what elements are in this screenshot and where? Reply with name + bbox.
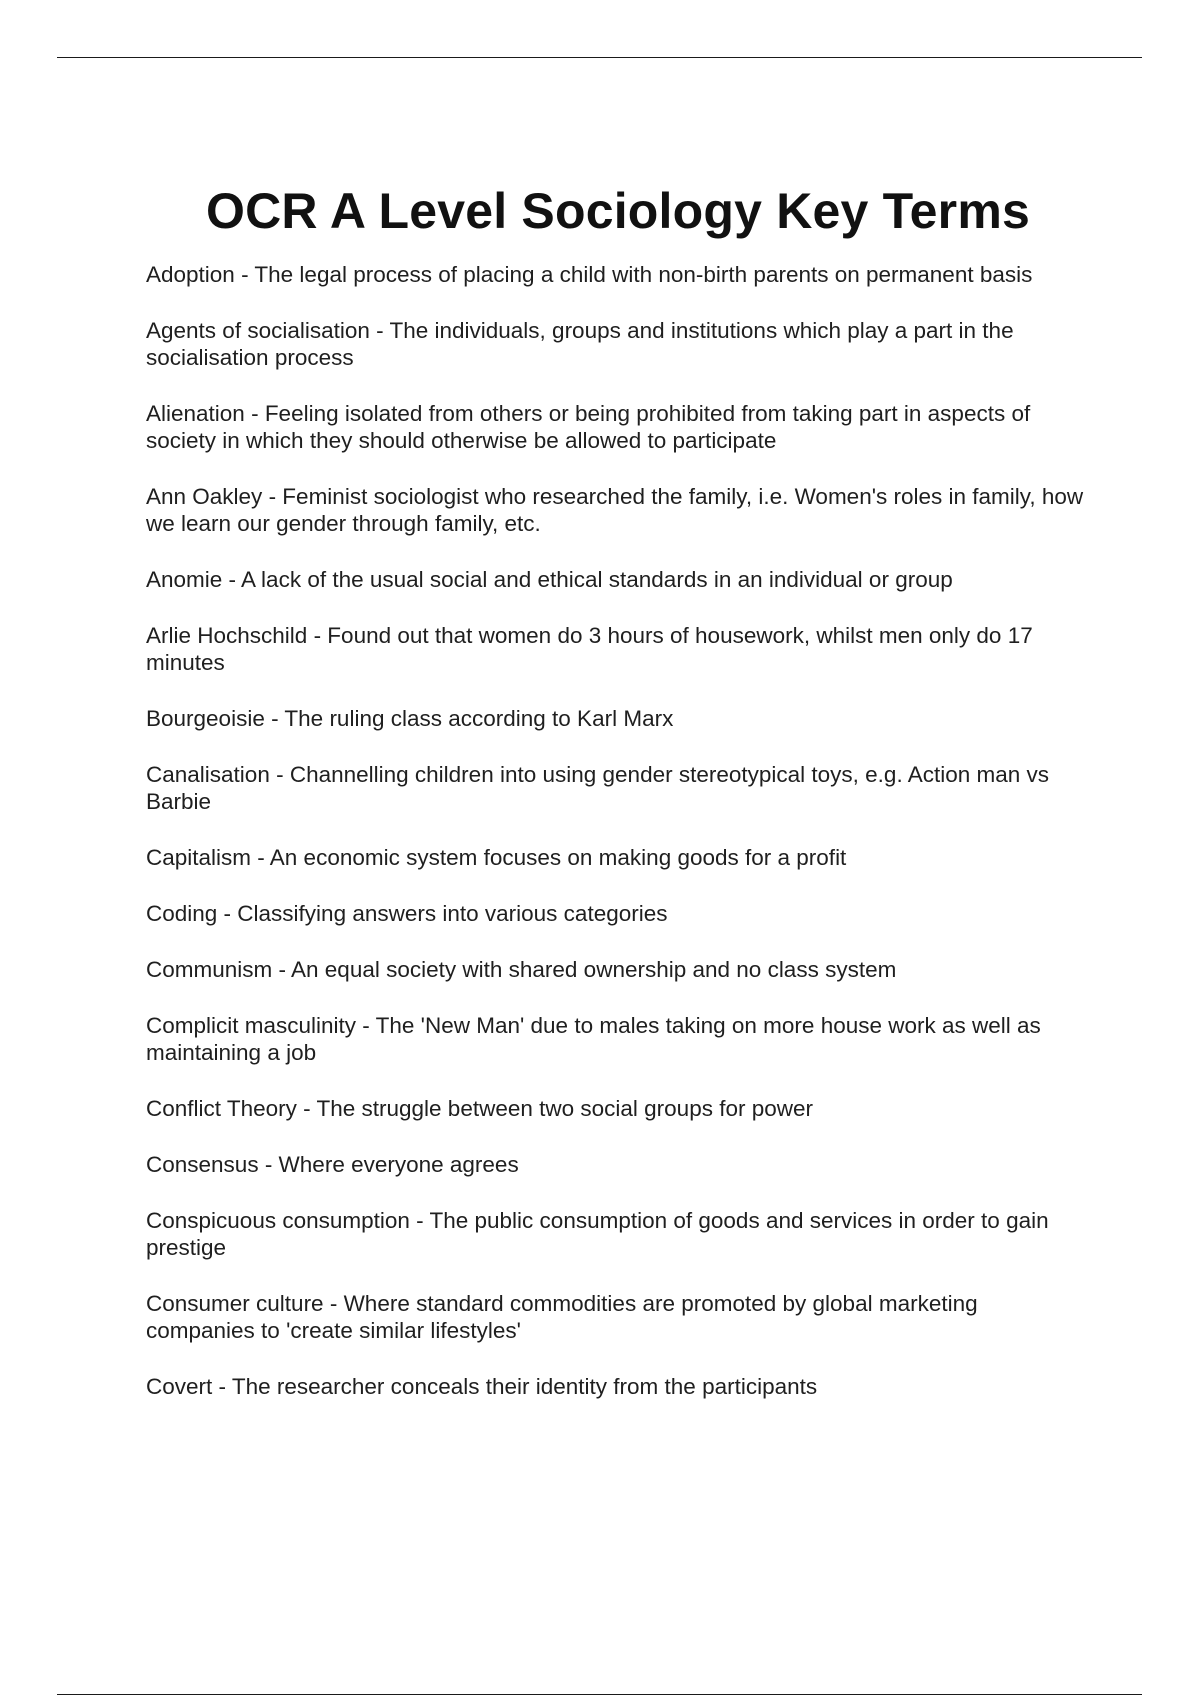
term-entry: Communism - An equal society with shared ownership and no class system (146, 957, 897, 982)
term-entry: Coding - Classifying answers into various categories (146, 901, 668, 926)
term-entry: Ann Oakley - Feminist sociologist who researched the family, i.e. Women's roles in family, how we learn our gender through family, etc. (146, 484, 1084, 536)
page-title: OCR A Level Sociology Key Terms (205, 182, 1031, 239)
term-entry: Anomie - A lack of the usual social and ethical standards in an individual or group (146, 567, 953, 592)
term-entry: Consumer culture - Where standard commodities are promoted by global marketing companies to 'create similar lifestyles' (146, 1291, 978, 1343)
top-divider (57, 57, 1142, 58)
term-entry: Alienation - Feeling isolated from others or being prohibited from taking part in aspects of society in which they should otherwise be allowed to participate (146, 401, 1031, 453)
term-entry: Agents of socialisation - The individuals, groups and institutions which play a part in the socialisation process (146, 318, 1014, 370)
term-entry: Complicit masculinity - The 'New Man' due to males taking on more house work as well as maintaining a job (146, 1013, 1041, 1065)
term-entry: Covert - The researcher conceals their identity from the participants (146, 1374, 818, 1399)
term-entry: Conflict Theory - The struggle between two social groups for power (146, 1096, 814, 1121)
term-entry: Consensus - Where everyone agrees (146, 1152, 519, 1177)
term-entry: Capitalism - An economic system focuses on making goods for a profit (146, 845, 847, 870)
term-entry: Canalisation - Channelling children into using gender stereotypical toys, e.g. Action man vs Barbie (146, 762, 1050, 814)
term-entry: Arlie Hochschild - Found out that women do 3 hours of housework, whilst men only do 17 minutes (146, 623, 1033, 675)
key-terms-list (146, 261, 1091, 1429)
bottom-divider (57, 1694, 1142, 1695)
term-entry: Adoption - The legal process of placing a child with non-birth parents on permanent basis (146, 262, 1033, 287)
term-entry: Conspicuous consumption - The public consumption of goods and services in order to gain prestige (146, 1208, 1049, 1260)
term-entry: Bourgeoisie - The ruling class according to Karl Marx (146, 706, 674, 731)
